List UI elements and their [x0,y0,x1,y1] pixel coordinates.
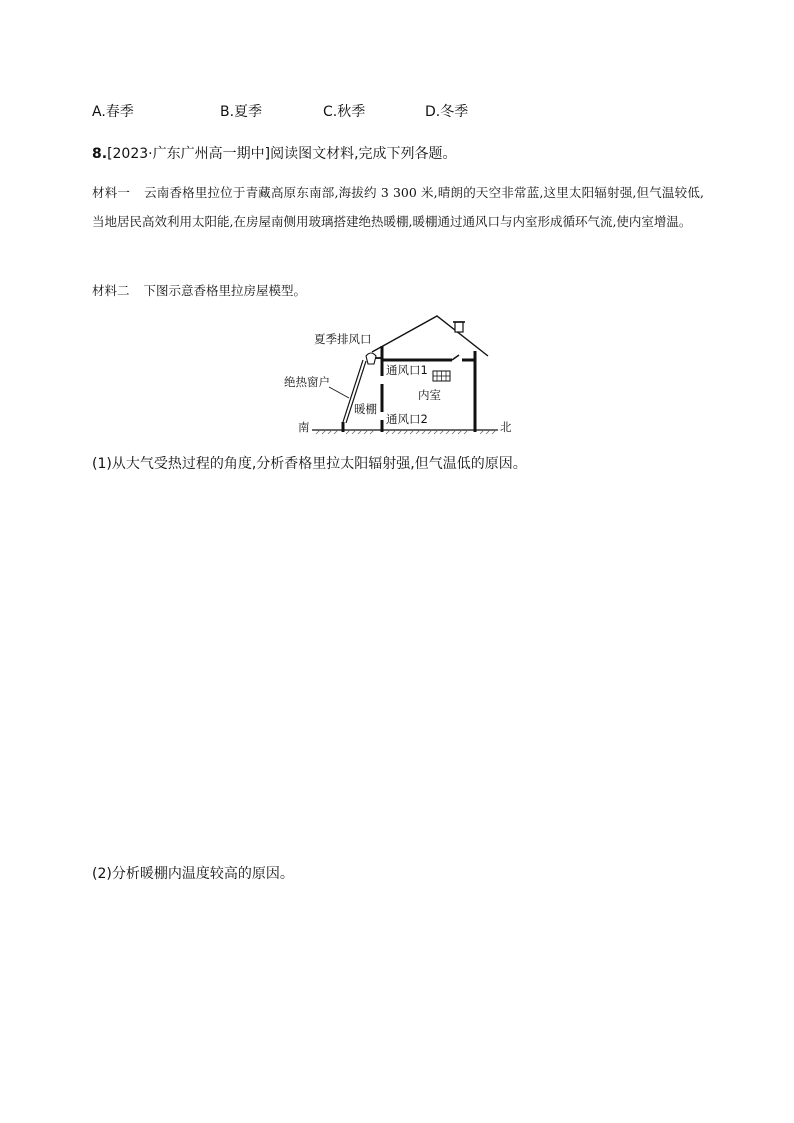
roof [372,316,488,356]
label-north: 北 [500,420,512,434]
material-2-label: 材料二 [92,283,130,298]
question-number: 8. [92,146,108,162]
label-window: 绝热窗户 [284,375,330,389]
vent-1 [380,376,384,384]
label-vent-2: 通风口2 [386,412,428,426]
material-1-label: 材料一 [92,185,131,200]
option-b: B.夏季 [220,104,263,120]
label-south: 南 [298,420,310,434]
house-diagram [284,310,520,440]
sub-question-2: (2)分析暖棚内温度较高的原因。 [92,866,294,882]
material-2 [92,276,704,305]
label-inner-room: 内室 [418,388,441,402]
option-a: A.春季 [92,104,134,120]
option-c: C.秋季 [323,104,366,120]
chimney [455,322,463,332]
material-1-text: 云南香格里拉位于青藏高原东南部,海拔约 3 300 米,晴朗的天空非常蓝,这里太阳辐射强,但气温较低,当地居民高效利用太阳能,在房屋南侧用玻璃搭建绝热暖棚,暖棚通过通风口与内室形成循环气流,使内室增温。 [92,185,704,229]
label-vent-1: 通风口1 [386,363,428,377]
material-2-text: 下图示意香格里拉房屋模型。 [143,283,307,298]
label-greenhouse: 暖棚 [354,402,377,416]
vent-2 [380,412,384,420]
summer-vent [366,353,376,364]
question-8-heading [92,143,457,163]
question-prompt: 阅读图文材料,完成下列各题。 [270,146,457,162]
label-summer-vent: 夏季排风口 [314,332,372,346]
material-1 [92,178,704,236]
sub-question-1: (1)从大气受热过程的角度,分析香格里拉太阳辐射强,但气温低的原因。 [92,456,527,472]
question-source: [2023·广东广州高一期中] [107,146,271,162]
option-d: D.冬季 [425,104,469,120]
